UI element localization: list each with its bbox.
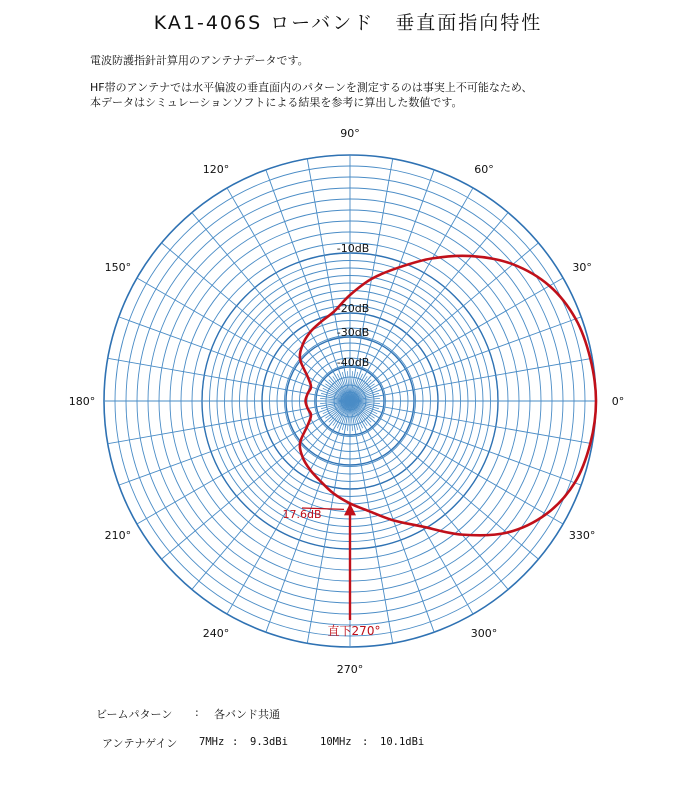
grid-spoke: [119, 317, 350, 401]
grid-spoke: [350, 401, 538, 559]
annotations: [282, 503, 380, 638]
gain-7mhz-value: 9.3dBi: [250, 736, 288, 748]
gain-7mhz-sep: :: [232, 736, 239, 748]
grid-spoke: [192, 401, 350, 589]
grid-spoke: [350, 401, 581, 485]
beam-pattern-sep: :: [195, 706, 199, 719]
grid-spoke: [350, 213, 508, 401]
db-label: -30dB: [336, 326, 370, 339]
db-label: -10dB: [336, 242, 370, 255]
description-line-3: 本データはシミュレーションソフトによる結果を参考に算出した数値です。: [90, 96, 463, 109]
angle-label: 120°: [202, 162, 230, 176]
beam-pattern-value: 各バンド共通: [214, 708, 280, 721]
angle-label: 90°: [340, 127, 360, 140]
angle-label: 240°: [202, 627, 230, 641]
page-title: KA1-406S ローバンド 垂直面指向特性: [153, 12, 543, 34]
beam-pattern-label: ビームパターン: [96, 708, 173, 721]
angle-label: 0°: [611, 395, 625, 408]
gain-10mhz-value: 10.1dBi: [380, 736, 425, 748]
gain-7mhz-band: 7MHz: [199, 736, 225, 748]
description-line-2: HF帯のアンテナでは水平偏波の垂直面内のパターンを測定するのは事実上不可能なため、: [90, 81, 533, 94]
grid-spoke: [350, 243, 538, 401]
angle-label: 150°: [104, 261, 132, 274]
db-label: -20dB: [336, 302, 370, 315]
angle-label: 180°: [68, 395, 96, 408]
angle-label: 300°: [470, 627, 498, 641]
grid-spoke: [119, 401, 350, 485]
antenna-gain-label: アンテナゲイン: [102, 737, 178, 750]
grid-spoke: [162, 401, 350, 559]
grid-spoke: [350, 401, 434, 632]
angle-label: 270°: [336, 663, 364, 676]
description-line-1: 電波防護指針計算用のアンテナデータです。: [90, 54, 309, 67]
gain-10mhz-band: 10MHz: [320, 736, 352, 748]
grid-spoke: [350, 317, 581, 401]
angle-label: 210°: [104, 529, 132, 542]
angle-label: 30°: [572, 261, 592, 274]
marker-label: 17.6dB: [282, 508, 322, 521]
db-label: -40dB: [336, 356, 370, 369]
angle-label: 60°: [474, 162, 494, 176]
grid-spoke: [350, 401, 508, 589]
grid-spoke: [192, 213, 350, 401]
direction-label: 直下270°: [327, 624, 381, 638]
angle-label: 330°: [568, 529, 596, 542]
gain-10mhz-sep: :: [362, 736, 369, 748]
